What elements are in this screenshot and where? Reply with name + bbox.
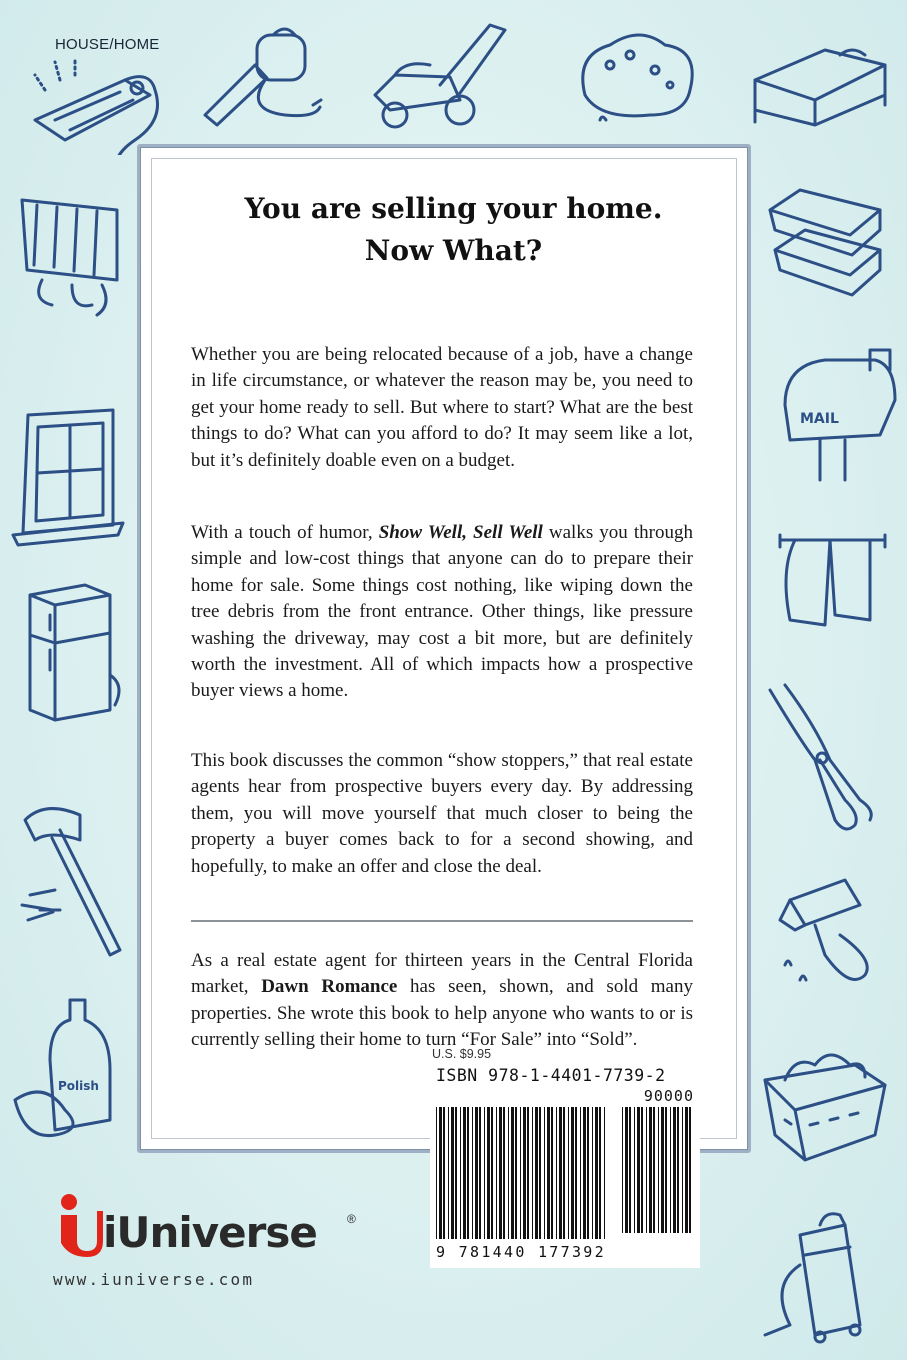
author-bio-rest: has seen, shown, and sold many properties. She wrote this book to help anyone who wants to or is currently selling their home to turn “For Sale” into “Sold”. [191, 976, 693, 1051]
barcode-bar [532, 1107, 533, 1239]
svg-text:MAIL: MAIL [800, 411, 839, 427]
barcode-bar [670, 1107, 671, 1233]
barcode-bar [682, 1107, 683, 1233]
barcode-bar [571, 1107, 574, 1239]
author-bio [191, 948, 693, 1054]
barcode-bar [491, 1107, 493, 1239]
barcode-bar [637, 1107, 640, 1233]
lawn-mower-icon [365, 15, 515, 135]
paragraph-2-rest: walks you through simple and low-cost things that anyone can do to prepare their home for sale. Some things cost nothing, like wiping down the tree debris from the front entrance. Other things, like pressure washing the driveway, may cost a bit more, but are definitely worth the investment. All of which impacts how a prospective buyer views a home. [191, 522, 693, 702]
barcode-bar [556, 1107, 557, 1239]
barcode-bar [520, 1107, 521, 1239]
barcode-bar [595, 1107, 598, 1239]
refrigerator-icon [15, 575, 125, 725]
barcode-bar [641, 1107, 643, 1233]
barcode-bar [689, 1107, 691, 1233]
barcode-bar [665, 1107, 667, 1233]
price-label: U.S. $9.95 [432, 1047, 492, 1061]
barcode-bar [511, 1107, 514, 1239]
barcode-bar [592, 1107, 593, 1239]
barcode-bar [583, 1107, 586, 1239]
barcode-bar [451, 1107, 454, 1239]
price-addon-code: 90000 [643, 1087, 694, 1105]
paragraph-3: This book discusses the common “show stoppers,” that real estate agents hear from prospective buyers every day. By addressing them, you will move yourself that much closer to being the property a buyer comes back to for a second showing, and hopefully, to make an offer and close the deal. [191, 750, 693, 877]
headline [0, 188, 907, 272]
sponge-icon [570, 25, 700, 130]
barcode-bar [484, 1107, 485, 1239]
barcode-bar [455, 1107, 457, 1239]
isbn-text: ISBN 978-1-4401-7739-2 [436, 1066, 666, 1085]
barcode-bar [563, 1107, 565, 1239]
barcode-box [430, 1063, 700, 1268]
registered-mark: ® [347, 1212, 356, 1226]
barcode-bar [568, 1107, 569, 1239]
barcode-bar [661, 1107, 664, 1233]
sprinkler-icon [25, 50, 175, 155]
barcode-bar [487, 1107, 490, 1239]
headline-line-2: Now What? [364, 234, 543, 267]
barcode-bar [634, 1107, 635, 1233]
barcode-bar [496, 1107, 497, 1239]
paragraph-2-intro: With a touch of humor, [191, 522, 379, 543]
barcode-bar [499, 1107, 502, 1239]
barcode-bar [479, 1107, 481, 1239]
barcode-bars [436, 1107, 608, 1239]
barcode-bar [515, 1107, 517, 1239]
hammer-icon [10, 790, 140, 970]
squeegee-icon [760, 870, 880, 1010]
section-divider [191, 920, 693, 922]
barcode-bar [673, 1107, 676, 1233]
addon-barcode-bars [622, 1107, 694, 1233]
barcode-bar [475, 1107, 478, 1239]
barcode-bar [448, 1107, 449, 1239]
polish-bottle-icon [10, 990, 130, 1140]
mailbox-icon [770, 345, 900, 485]
barcode-bar [658, 1107, 659, 1233]
barcode-bar [508, 1107, 509, 1239]
laundry-basket-icon [755, 1040, 895, 1170]
barcode-bar [535, 1107, 538, 1239]
barcode-bar [439, 1107, 442, 1239]
barcode-bar [625, 1107, 628, 1233]
pruning-shears-icon [760, 680, 880, 840]
barcode-bar [436, 1107, 437, 1239]
paragraph-2 [191, 520, 693, 705]
barcode-bar [523, 1107, 526, 1239]
leaf-blower-icon [195, 20, 325, 130]
publisher-name: iUniverse [103, 1208, 317, 1257]
barcode-bar [443, 1107, 445, 1239]
barcode-bar [472, 1107, 473, 1239]
author-bio-intro: As a real estate agent for thirteen years in the Central Florida market, [191, 950, 693, 998]
barcode-bar [604, 1107, 605, 1239]
barcode-bar [503, 1107, 505, 1239]
barcode-bar [653, 1107, 655, 1233]
barcode-bar [551, 1107, 553, 1239]
barcode-bar [527, 1107, 529, 1239]
barcode-bar [539, 1107, 541, 1239]
barcode-bar [463, 1107, 466, 1239]
headline-line-1: You are selling your home. [244, 192, 663, 225]
barcode-bar [559, 1107, 562, 1239]
towel-rack-icon [775, 525, 895, 635]
barcode-bar [547, 1107, 550, 1239]
window-icon [8, 405, 128, 550]
barcode-bar [467, 1107, 469, 1239]
barcode-bar [575, 1107, 577, 1239]
svg-text:Polish: Polish [58, 1079, 99, 1093]
paragraph-1: Whether you are being relocated because of a job, have a change in life circumstance, or whatever the reason may be, you need to get your home ready to sell. But where to start? What are the best things to do? What can you afford to do? It may seem like a lot, but it’s definitely doable even on a budget. [191, 344, 693, 471]
publisher-url: www.iuniverse.com [53, 1270, 255, 1289]
barcode-bar [544, 1107, 545, 1239]
barcode-bar [622, 1107, 623, 1233]
barcode-bar [599, 1107, 601, 1239]
author-name: Dawn Romance [261, 976, 398, 998]
vacuum-cleaner-icon [760, 1205, 890, 1345]
barcode-number: 9 781440 177392 [436, 1243, 606, 1261]
barcode-bar [677, 1107, 679, 1233]
bed-icon [745, 25, 895, 130]
category-label: HOUSE/HOME [55, 36, 160, 53]
book-title: Show Well, Sell Well [378, 522, 543, 543]
iuniverse-logo-icon [53, 1193, 103, 1259]
barcode-bar [646, 1107, 647, 1233]
barcode-bar [580, 1107, 581, 1239]
barcode-bar [649, 1107, 652, 1233]
barcode-bar [460, 1107, 461, 1239]
barcode-bar [685, 1107, 688, 1233]
barcode-bar [587, 1107, 589, 1239]
barcode-bar [629, 1107, 631, 1233]
